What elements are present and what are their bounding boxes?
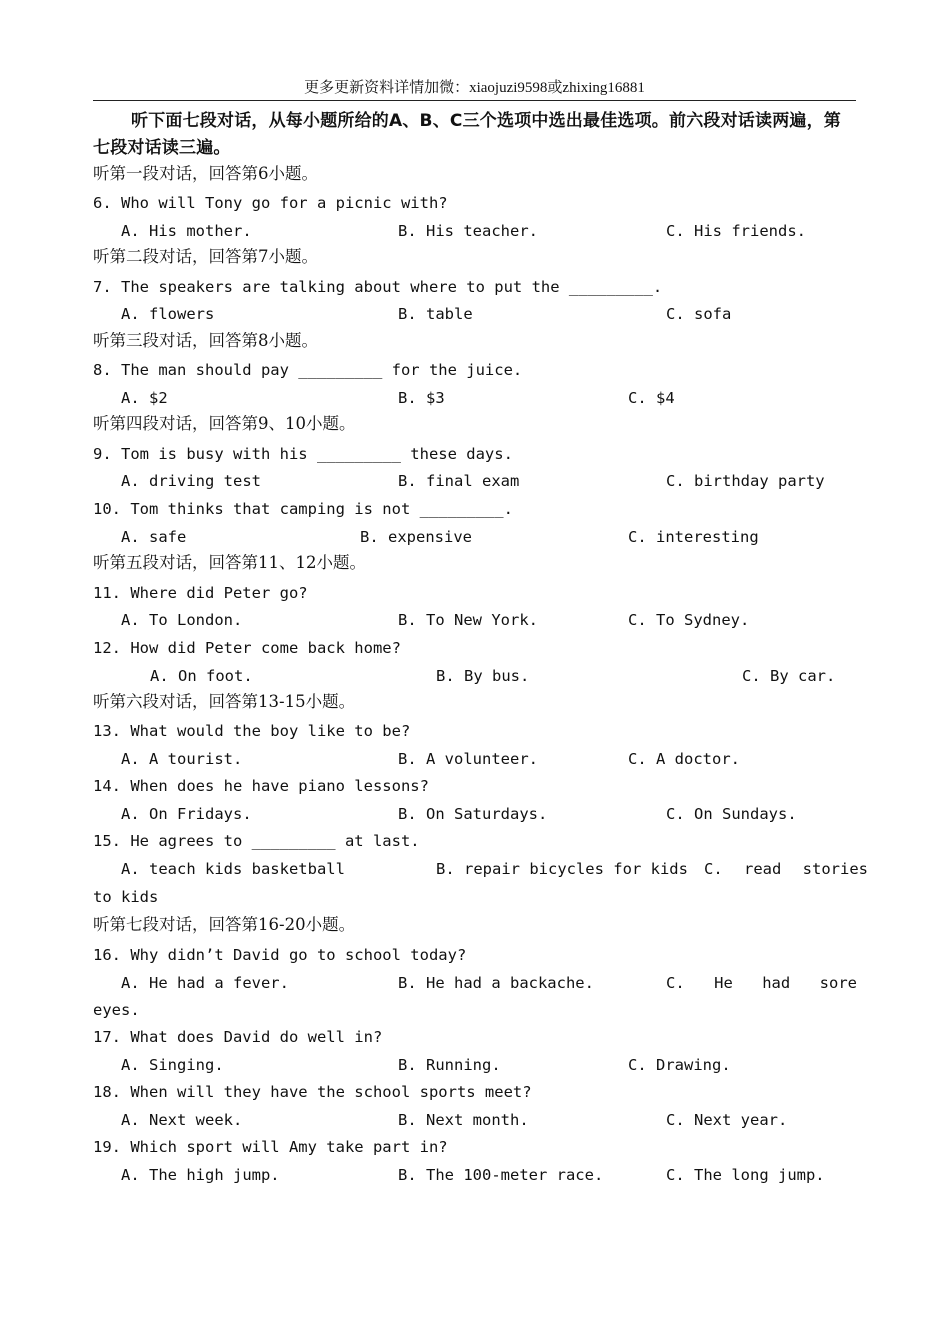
section-heading-2: 听第二段对话，回答第7小题。 — [93, 247, 318, 266]
question-11-stem: 11. Where did Peter go? — [93, 584, 308, 602]
question-15-option-a: A. teach kids basketball — [121, 860, 345, 878]
question-18-option-c: C. Next year. — [666, 1111, 788, 1129]
question-8-option-a: A. $2 — [121, 389, 168, 407]
question-15-option-c-continued: to kids — [93, 888, 159, 906]
question-8-option-c: C. $4 — [628, 389, 675, 407]
section-heading-1: 听第一段对话，回答第6小题。 — [93, 164, 318, 183]
question-7-option-c: C. sofa — [666, 305, 732, 323]
question-7-option-a: A. flowers — [121, 305, 215, 323]
question-16-option-c-word-3: sore — [819, 974, 857, 992]
section-heading-6: 听第六段对话，回答第13-15小题。 — [93, 692, 356, 711]
question-9-option-b: B. final exam — [398, 472, 520, 490]
question-17-option-a: A. Singing. — [121, 1056, 224, 1074]
section-heading-3: 听第三段对话，回答第8小题。 — [93, 331, 318, 350]
question-18-option-b: B. Next month. — [398, 1111, 529, 1129]
question-14-option-a: A. On Fridays. — [121, 805, 252, 823]
question-12-option-c: C. By car. — [742, 667, 836, 685]
question-18-option-a: A. Next week. — [121, 1111, 243, 1129]
question-14-option-b: B. On Saturdays. — [398, 805, 548, 823]
question-7-option-b: B. table — [398, 305, 473, 323]
question-19-option-c: C. The long jump. — [666, 1166, 825, 1184]
question-9-stem: 9. Tom is busy with his _________ these days. — [93, 445, 513, 463]
question-17-stem: 17. What does David do well in? — [93, 1028, 383, 1046]
question-15-option-c — [704, 859, 868, 879]
section-heading-4: 听第四段对话，回答第9、10小题。 — [93, 414, 356, 433]
question-14-option-c: C. On Sundays. — [666, 805, 797, 823]
question-12-option-a: A. On foot. — [150, 667, 253, 685]
question-13-option-a: A. A tourist. — [121, 750, 243, 768]
question-10-option-b: B. expensive — [360, 528, 472, 546]
question-19-stem: 19. Which sport will Amy take part in? — [93, 1138, 448, 1156]
question-19-option-b: B. The 100-meter race. — [398, 1166, 604, 1184]
question-12-option-b: B. By bus. — [436, 667, 530, 685]
question-13-stem: 13. What would the boy like to be? — [93, 722, 411, 740]
question-6-option-a: A. His mother. — [121, 222, 252, 240]
question-6-option-b: B. His teacher. — [398, 222, 538, 240]
question-11-option-c: C. To Sydney. — [628, 611, 750, 629]
question-12-stem: 12. How did Peter come back home? — [93, 639, 401, 657]
question-18-stem: 18. When will they have the school sports meet? — [93, 1083, 532, 1101]
question-11-option-a: A. To London. — [121, 611, 243, 629]
question-11-option-b: B. To New York. — [398, 611, 538, 629]
question-13-option-b: B. A volunteer. — [398, 750, 538, 768]
question-16-stem: 16. Why didn’t David go to school today? — [93, 946, 467, 964]
question-16-option-c-word-2: had — [762, 974, 791, 992]
question-10-stem: 10. Tom thinks that camping is not _________. — [93, 500, 513, 518]
question-13-option-c: C. A doctor. — [628, 750, 740, 768]
question-16-option-c-continued: eyes. — [93, 1001, 140, 1019]
question-17-option-b: B. Running. — [398, 1056, 501, 1074]
question-10-option-c: C. interesting — [628, 528, 759, 546]
question-15-option-b: B. repair bicycles for kids — [436, 860, 688, 878]
question-16-option-a: A. He had a fever. — [121, 974, 289, 992]
question-16-option-b: B. He had a backache. — [398, 974, 594, 992]
instructions: 听下面七段对话，从每小题所给的A、B、C三个选项中选出最佳选项。前六段对话读两遍，第七段对话读三遍。 — [93, 111, 841, 158]
question-19-option-a: A. The high jump. — [121, 1166, 280, 1184]
question-10-option-a: A. safe — [121, 528, 187, 546]
question-17-option-c: C. Drawing. — [628, 1056, 731, 1074]
question-7-stem: 7. The speakers are talking about where to put the _________. — [93, 278, 663, 296]
question-6-stem: 6. Who will Tony go for a picnic with? — [93, 194, 448, 212]
question-16-option-c — [666, 973, 857, 993]
question-15-stem: 15. He agrees to _________ at last. — [93, 832, 420, 850]
section-heading-5: 听第五段对话，回答第11、12小题。 — [93, 553, 366, 572]
question-8-stem: 8. The man should pay _________ for the juice. — [93, 361, 523, 379]
question-9-option-c: C. birthday party — [666, 472, 825, 490]
question-15-option-c-text: C. read stories — [704, 860, 868, 878]
question-16-option-c-word-1: He — [714, 974, 733, 992]
question-6-option-c: C. His friends. — [666, 222, 806, 240]
question-14-stem: 14. When does he have piano lessons? — [93, 777, 429, 795]
section-heading-7: 听第七段对话，回答第16-20小题。 — [93, 915, 356, 934]
question-16-option-c-letter: C. — [666, 974, 685, 992]
page-header: 更多更新资料详情加微：xiaojuzi9598或zhixing16881 — [93, 78, 856, 101]
question-9-option-a: A. driving test — [121, 472, 261, 490]
question-8-option-b: B. $3 — [398, 389, 445, 407]
